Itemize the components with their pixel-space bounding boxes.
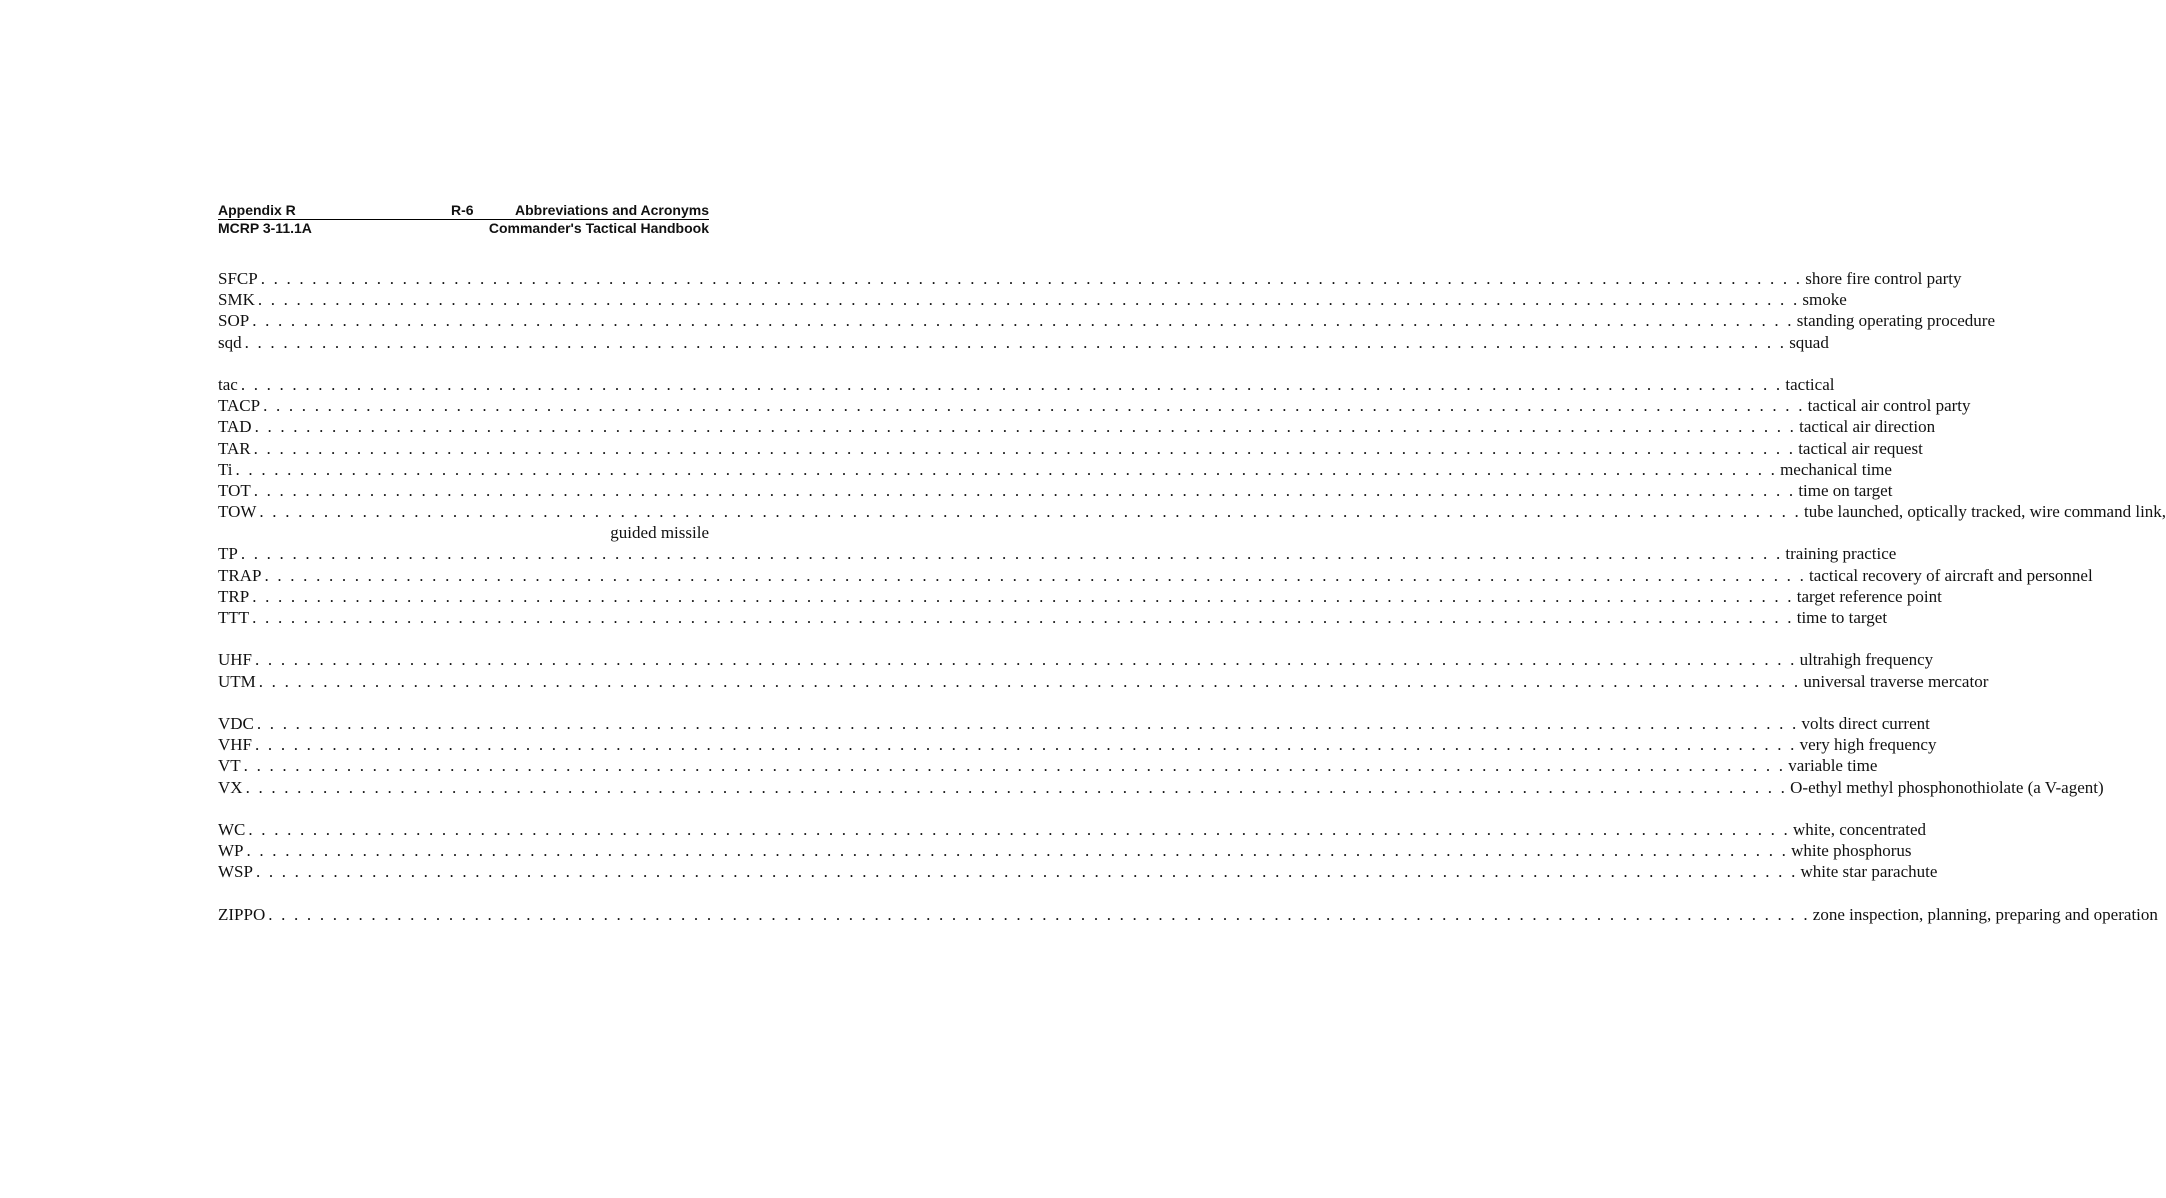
abbreviation-definition: tactical air request bbox=[1798, 438, 1923, 458]
list-item bbox=[218, 777, 2104, 798]
dot-leader: . . . . . . . . . . . . . . . . . . . . . . . . . . . . . . . . . . . . . . . . . . . . . . . . . . . . . . . . . . . . . . . . . . . . . . . . . . . . . . . . . . . . . . . . . . . . . . . . . . . . . . . . . . . . . . . . . . . . . . . . bbox=[252, 608, 1794, 627]
abbreviation-definition: zone inspection, planning, preparing and operation bbox=[1812, 904, 2158, 924]
list-item bbox=[218, 395, 1971, 416]
abbreviation-definition: very high frequency bbox=[1799, 735, 1937, 755]
list-item bbox=[218, 671, 1989, 692]
abbreviation-term: TRAP bbox=[218, 565, 262, 585]
list-item bbox=[218, 565, 2093, 586]
list-item bbox=[218, 289, 1847, 310]
header-top-row bbox=[218, 202, 709, 220]
dot-leader: . . . . . . . . . . . . . . . . . . . . . . . . . . . . . . . . . . . . . . . . . . . . . . . . . . . . . . . . . . . . . . . . . . . . . . . . . . . . . . . . . . . . . . . . . . . . . . . . . . . . . . . . . . . . . . . . . . . . . . . . bbox=[260, 269, 1803, 288]
list-item bbox=[218, 904, 2158, 925]
abbreviation-definition: time to target bbox=[1796, 608, 1888, 627]
dot-leader: . . . . . . . . . . . . . . . . . . . . . . . . . . . . . . . . . . . . . . . . . . . . . . . . . . . . . . . . . . . . . . . . . . . . . . . . . . . . . . . . . . . . . . . . . . . . . . . . . . . . . . . . . . . . . . . . . . . . . . . . bbox=[256, 713, 1799, 733]
abbreviation-definition: tactical air direction bbox=[1799, 417, 1936, 437]
list-item bbox=[218, 861, 1938, 882]
abbreviation-definition: variable time bbox=[1788, 756, 1878, 776]
list-item bbox=[218, 332, 1829, 353]
abbreviation-definition: volts direct current bbox=[1801, 713, 1930, 733]
list-item bbox=[218, 734, 1937, 755]
dot-leader: . . . . . . . . . . . . . . . . . . . . . . . . . . . . . . . . . . . . . . . . . . . . . . . . . . . . . . . . . . . . . . . . . . . . . . . . . . . . . . . . . . . . . . . . . . . . . . . . . . . . . . . . . . . . . . . . . . . . . . . . bbox=[244, 332, 1787, 352]
page-header bbox=[218, 202, 709, 237]
abbreviation-definition: universal traverse mercator bbox=[1803, 671, 1989, 691]
dot-leader: . . . . . . . . . . . . . . . . . . . . . . . . . . . . . . . . . . . . . . . . . . . . . . . . . . . . . . . . . . . . . . . . . . . . . . . . . . . . . . . . . . . . . . . . . . . . . . . . . . . . . . . . . . . . . . . . . . . . . . . . bbox=[257, 290, 1800, 310]
abbreviation-term: VHF bbox=[218, 735, 253, 755]
list-item bbox=[218, 819, 1927, 840]
appendix-label: Appendix R bbox=[218, 202, 296, 218]
list-item bbox=[218, 374, 1835, 395]
dot-leader: . . . . . . . . . . . . . . . . . . . . . . . . . . . . . . . . . . . . . . . . . . . . . . . . . . . . . . . . . . . . . . . . . . . . . . . . . . . . . . . . . . . . . . . . . . . . . . . . . . . . . . . . . . . . . . . . . . . . . . . . bbox=[253, 438, 1796, 458]
abbreviation-definition: white star parachute bbox=[1800, 862, 1938, 882]
publication-title: Commander's Tactical Handbook bbox=[488, 220, 709, 236]
list-item bbox=[218, 416, 1936, 437]
abbreviation-term: WC bbox=[218, 819, 246, 839]
abbreviation-definition: standing operating procedure bbox=[1796, 311, 1996, 331]
abbreviation-term: VX bbox=[218, 777, 243, 797]
abbreviation-definition: tactical bbox=[1785, 374, 1835, 394]
abbreviation-term: ZIPPO bbox=[218, 904, 266, 924]
abbreviation-term: UHF bbox=[218, 650, 253, 670]
abbreviation-term: WSP bbox=[218, 862, 253, 882]
abbreviation-definition: tactical air control party bbox=[1807, 396, 1971, 416]
abbreviation-term: VT bbox=[218, 756, 241, 776]
dot-leader: . . . . . . . . . . . . . . . . . . . . . . . . . . . . . . . . . . . . . . . . . . . . . . . . . . . . . . . . . . . . . . . . . . . . . . . . . . . . . . . . . . . . . . . . . . . . . . . . . . . . . . . . . . . . . . . . . . . . . . . . bbox=[253, 480, 1796, 500]
list-item bbox=[218, 310, 1996, 331]
dot-leader: . . . . . . . . . . . . . . . . . . . . . . . . . . . . . . . . . . . . . . . . . . . . . . . . . . . . . . . . . . . . . . . . . . . . . . . . . . . . . . . . . . . . . . . . . . . . . . . . . . . . . . . . . . . . . . . . . . . . . . . . bbox=[259, 502, 1801, 522]
dot-leader: . . . . . . . . . . . . . . . . . . . . . . . . . . . . . . . . . . . . . . . . . . . . . . . . . . . . . . . . . . . . . . . . . . . . . . . . . . . . . . . . . . . . . . . . . . . . . . . . . . . . . . . . . . . . . . . . . . . . . . . . bbox=[240, 544, 1783, 564]
abbreviation-definition: training practice bbox=[1785, 544, 1897, 564]
list-item bbox=[218, 268, 1962, 289]
page-number: R-6 bbox=[451, 202, 474, 218]
section-title: Abbreviations and Acronyms bbox=[515, 202, 709, 218]
abbreviation-term: tac bbox=[218, 374, 238, 394]
abbreviation-term: TP bbox=[218, 544, 238, 564]
abbreviation-term: VDC bbox=[218, 713, 254, 733]
dot-leader: . . . . . . . . . . . . . . . . . . . . . . . . . . . . . . . . . . . . . . . . . . . . . . . . . . . . . . . . . . . . . . . . . . . . . . . . . . . . . . . . . . . . . . . . . . . . . . . . . . . . . . . . . . . . . . . . . . . . . . . . bbox=[255, 862, 1798, 882]
abbreviation-term: WP bbox=[218, 841, 244, 861]
abbreviation-term: SFCP bbox=[218, 269, 258, 288]
abbreviation-definition: time on target bbox=[1798, 480, 1893, 500]
abbreviation-definition: O-ethyl methyl phosphonothiolate (a V-agent) bbox=[1790, 777, 2104, 797]
abbreviation-definition: white, concentrated bbox=[1792, 819, 1927, 839]
abbreviation-term: SOP bbox=[218, 311, 250, 331]
list-item bbox=[218, 755, 1878, 776]
abbreviation-term: SMK bbox=[218, 290, 255, 310]
abbreviation-term: TOW bbox=[218, 502, 257, 522]
abbreviation-definition: tactical recovery of aircraft and personnel bbox=[1809, 565, 2093, 585]
list-item bbox=[218, 543, 1897, 564]
abbreviation-term: TAD bbox=[218, 417, 252, 437]
abbreviation-definition: target reference point bbox=[1796, 586, 1942, 606]
header-bottom-row bbox=[218, 220, 709, 237]
abbreviation-list bbox=[218, 268, 2166, 925]
abbreviation-definition: tube launched, optically tracked, wire command link, bbox=[1803, 502, 2166, 522]
list-item bbox=[218, 840, 1912, 861]
abbreviation-term: TTT bbox=[218, 608, 250, 627]
dot-leader: . . . . . . . . . . . . . . . . . . . . . . . . . . . . . . . . . . . . . . . . . . . . . . . . . . . . . . . . . . . . . . . . . . . . . . . . . . . . . . . . . . . . . . . . . . . . . . . . . . . . . . . . . . . . . . . . . . . . . . . . bbox=[243, 756, 1786, 776]
list-item bbox=[218, 713, 1930, 734]
dot-leader: . . . . . . . . . . . . . . . . . . . . . . . . . . . . . . . . . . . . . . . . . . . . . . . . . . . . . . . . . . . . . . . . . . . . . . . . . . . . . . . . . . . . . . . . . . . . . . . . . . . . . . . . . . . . . . . . . . . . . . . . bbox=[235, 459, 1778, 479]
abbreviation-definition: ultrahigh frequency bbox=[1799, 650, 1934, 670]
dot-leader: . . . . . . . . . . . . . . . . . . . . . . . . . . . . . . . . . . . . . . . . . . . . . . . . . . . . . . . . . . . . . . . . . . . . . . . . . . . . . . . . . . . . . . . . . . . . . . . . . . . . . . . . . . . . . . . . . . . . . . . . bbox=[252, 586, 1794, 606]
abbreviation-term: TOT bbox=[218, 480, 251, 500]
list-item bbox=[218, 501, 2166, 522]
list-item bbox=[218, 438, 1923, 459]
list-item bbox=[218, 459, 1892, 480]
dot-leader: . . . . . . . . . . . . . . . . . . . . . . . . . . . . . . . . . . . . . . . . . . . . . . . . . . . . . . . . . . . . . . . . . . . . . . . . . . . . . . . . . . . . . . . . . . . . . . . . . . . . . . . . . . . . . . . . . . . . . . . . bbox=[263, 396, 1805, 416]
abbreviation-definition: smoke bbox=[1802, 290, 1847, 310]
dot-leader: . . . . . . . . . . . . . . . . . . . . . . . . . . . . . . . . . . . . . . . . . . . . . . . . . . . . . . . . . . . . . . . . . . . . . . . . . . . . . . . . . . . . . . . . . . . . . . . . . . . . . . . . . . . . . . . . . . . . . . . . bbox=[268, 904, 1810, 924]
abbreviation-term: TACP bbox=[218, 396, 261, 416]
abbreviation-term: UTM bbox=[218, 671, 256, 691]
abbreviation-term: TRP bbox=[218, 586, 250, 606]
list-item bbox=[218, 586, 1942, 607]
list-item bbox=[218, 607, 1888, 628]
abbreviation-definition: white phosphorus bbox=[1791, 841, 1912, 861]
abbreviation-definition: mechanical time bbox=[1780, 459, 1892, 479]
abbreviation-definition: shore fire control party bbox=[1805, 269, 1962, 288]
dot-leader: . . . . . . . . . . . . . . . . . . . . . . . . . . . . . . . . . . . . . . . . . . . . . . . . . . . . . . . . . . . . . . . . . . . . . . . . . . . . . . . . . . . . . . . . . . . . . . . . . . . . . . . . . . . . . . . . . . . . . . . . bbox=[240, 374, 1783, 394]
abbreviation-term: Ti bbox=[218, 459, 233, 479]
abbreviation-term: TAR bbox=[218, 438, 251, 458]
dot-leader: . . . . . . . . . . . . . . . . . . . . . . . . . . . . . . . . . . . . . . . . . . . . . . . . . . . . . . . . . . . . . . . . . . . . . . . . . . . . . . . . . . . . . . . . . . . . . . . . . . . . . . . . . . . . . . . . . . . . . . . . bbox=[255, 735, 1797, 755]
abbreviation-definition: squad bbox=[1789, 332, 1829, 352]
publication-id: MCRP 3-11.1A bbox=[218, 220, 312, 236]
abbreviation-term: sqd bbox=[218, 332, 242, 352]
definition-continuation: guided missile bbox=[610, 523, 709, 543]
list-item bbox=[218, 480, 1893, 501]
dot-leader: . . . . . . . . . . . . . . . . . . . . . . . . . . . . . . . . . . . . . . . . . . . . . . . . . . . . . . . . . . . . . . . . . . . . . . . . . . . . . . . . . . . . . . . . . . . . . . . . . . . . . . . . . . . . . . . . . . . . . . . . bbox=[252, 311, 1794, 331]
dot-leader: . . . . . . . . . . . . . . . . . . . . . . . . . . . . . . . . . . . . . . . . . . . . . . . . . . . . . . . . . . . . . . . . . . . . . . . . . . . . . . . . . . . . . . . . . . . . . . . . . . . . . . . . . . . . . . . . . . . . . . . . bbox=[255, 650, 1797, 670]
dot-leader: . . . . . . . . . . . . . . . . . . . . . . . . . . . . . . . . . . . . . . . . . . . . . . . . . . . . . . . . . . . . . . . . . . . . . . . . . . . . . . . . . . . . . . . . . . . . . . . . . . . . . . . . . . . . . . . . . . . . . . . . bbox=[258, 671, 1801, 691]
dot-leader: . . . . . . . . . . . . . . . . . . . . . . . . . . . . . . . . . . . . . . . . . . . . . . . . . . . . . . . . . . . . . . . . . . . . . . . . . . . . . . . . . . . . . . . . . . . . . . . . . . . . . . . . . . . . . . . . . . . . . . . . bbox=[245, 777, 1788, 797]
list-item bbox=[218, 649, 1934, 670]
dot-leader: . . . . . . . . . . . . . . . . . . . . . . . . . . . . . . . . . . . . . . . . . . . . . . . . . . . . . . . . . . . . . . . . . . . . . . . . . . . . . . . . . . . . . . . . . . . . . . . . . . . . . . . . . . . . . . . . . . . . . . . . bbox=[248, 819, 1790, 839]
dot-leader: . . . . . . . . . . . . . . . . . . . . . . . . . . . . . . . . . . . . . . . . . . . . . . . . . . . . . . . . . . . . . . . . . . . . . . . . . . . . . . . . . . . . . . . . . . . . . . . . . . . . . . . . . . . . . . . . . . . . . . . . bbox=[264, 565, 1807, 585]
dot-leader: . . . . . . . . . . . . . . . . . . . . . . . . . . . . . . . . . . . . . . . . . . . . . . . . . . . . . . . . . . . . . . . . . . . . . . . . . . . . . . . . . . . . . . . . . . . . . . . . . . . . . . . . . . . . . . . . . . . . . . . . bbox=[254, 417, 1797, 437]
dot-leader: . . . . . . . . . . . . . . . . . . . . . . . . . . . . . . . . . . . . . . . . . . . . . . . . . . . . . . . . . . . . . . . . . . . . . . . . . . . . . . . . . . . . . . . . . . . . . . . . . . . . . . . . . . . . . . . . . . . . . . . . bbox=[246, 841, 1789, 861]
